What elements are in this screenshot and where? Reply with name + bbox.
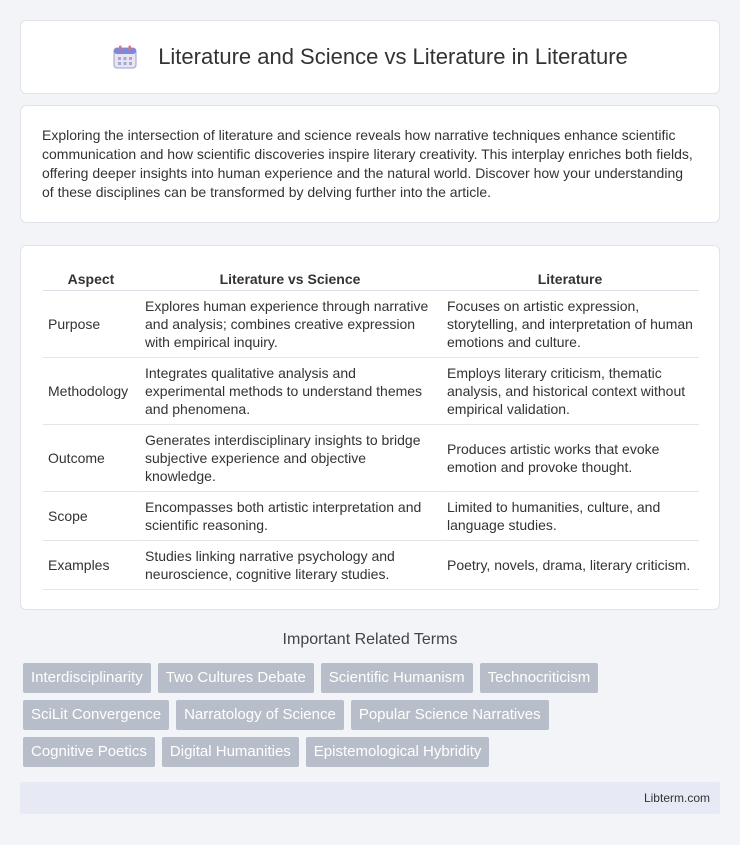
- row-aspect: Scope: [43, 492, 139, 541]
- cell-literature: Limited to humanities, culture, and language studies.: [441, 492, 699, 541]
- header-card: [20, 20, 720, 94]
- term-tag[interactable]: Technocriticism: [480, 663, 599, 693]
- related-terms-title: Important Related Terms: [282, 631, 458, 648]
- cell-literature-vs-science: Generates interdisciplinary insights to bridge subjective experience and objective knowledge.: [139, 425, 441, 492]
- footer-brand[interactable]: Libterm.com: [643, 791, 710, 805]
- cell-literature: Poetry, novels, drama, literary criticism.: [441, 541, 699, 590]
- related-terms: [23, 663, 723, 774]
- term-tag[interactable]: SciLit Convergence: [23, 700, 169, 730]
- cell-literature-vs-science: Explores human experience through narrative and analysis; combines creative expression with empirical inquiry.: [139, 291, 441, 358]
- table-row: [43, 358, 699, 425]
- table-row: [43, 291, 699, 358]
- cell-literature-vs-science: Studies linking narrative psychology and neuroscience, cognitive literary studies.: [139, 541, 441, 590]
- term-tag[interactable]: Popular Science Narratives: [351, 700, 549, 730]
- column-header-aspect: Aspect: [43, 268, 139, 291]
- cell-literature: Employs literary criticism, thematic analysis, and historical context without empirical validation.: [441, 358, 699, 425]
- calendar-icon: [112, 44, 138, 70]
- column-header-literature-vs-science: Literature vs Science: [139, 268, 441, 291]
- table-row: [43, 541, 699, 590]
- cell-literature-vs-science: Integrates qualitative analysis and experimental methods to understand themes and phenomena.: [139, 358, 441, 425]
- term-tag[interactable]: Interdisciplinarity: [23, 663, 151, 693]
- row-aspect: Purpose: [43, 291, 139, 358]
- footer: [20, 782, 720, 814]
- row-aspect: Examples: [43, 541, 139, 590]
- term-tag[interactable]: Narratology of Science: [176, 700, 344, 730]
- cell-literature: Produces artistic works that evoke emotion and provoke thought.: [441, 425, 699, 492]
- row-aspect: Outcome: [43, 425, 139, 492]
- cell-literature: Focuses on artistic expression, storytelling, and interpretation of human emotions and culture.: [441, 291, 699, 358]
- term-row: [23, 700, 723, 730]
- term-tag[interactable]: Cognitive Poetics: [23, 737, 155, 767]
- intro-card: [20, 105, 720, 223]
- table-header-row: [43, 268, 699, 291]
- term-tag[interactable]: Two Cultures Debate: [158, 663, 314, 693]
- column-header-literature: Literature: [441, 268, 699, 291]
- term-tag[interactable]: Epistemological Hybridity: [306, 737, 490, 767]
- term-row: [23, 663, 723, 693]
- table-row: [43, 492, 699, 541]
- comparison-table: [43, 268, 699, 590]
- page-title: Literature and Science vs Literature in Literature: [158, 44, 628, 69]
- term-tag[interactable]: Digital Humanities: [162, 737, 299, 767]
- cell-literature-vs-science: Encompasses both artistic interpretation and scientific reasoning.: [139, 492, 441, 541]
- intro-paragraph: Exploring the intersection of literature and science reveals how narrative techniques enhance scientific communication and how scientific discoveries inspire literary creativity. This interplay enriches both fields, offering deeper insights into human experience and the natural world. Discover how your understanding of these disciplines can be transformed by delving further into the article.: [42, 127, 693, 200]
- title-wrap: [112, 44, 628, 70]
- term-row: [23, 737, 723, 767]
- comparison-table-card: [20, 245, 720, 610]
- table-row: [43, 425, 699, 492]
- term-tag[interactable]: Scientific Humanism: [321, 663, 473, 693]
- row-aspect: Methodology: [43, 358, 139, 425]
